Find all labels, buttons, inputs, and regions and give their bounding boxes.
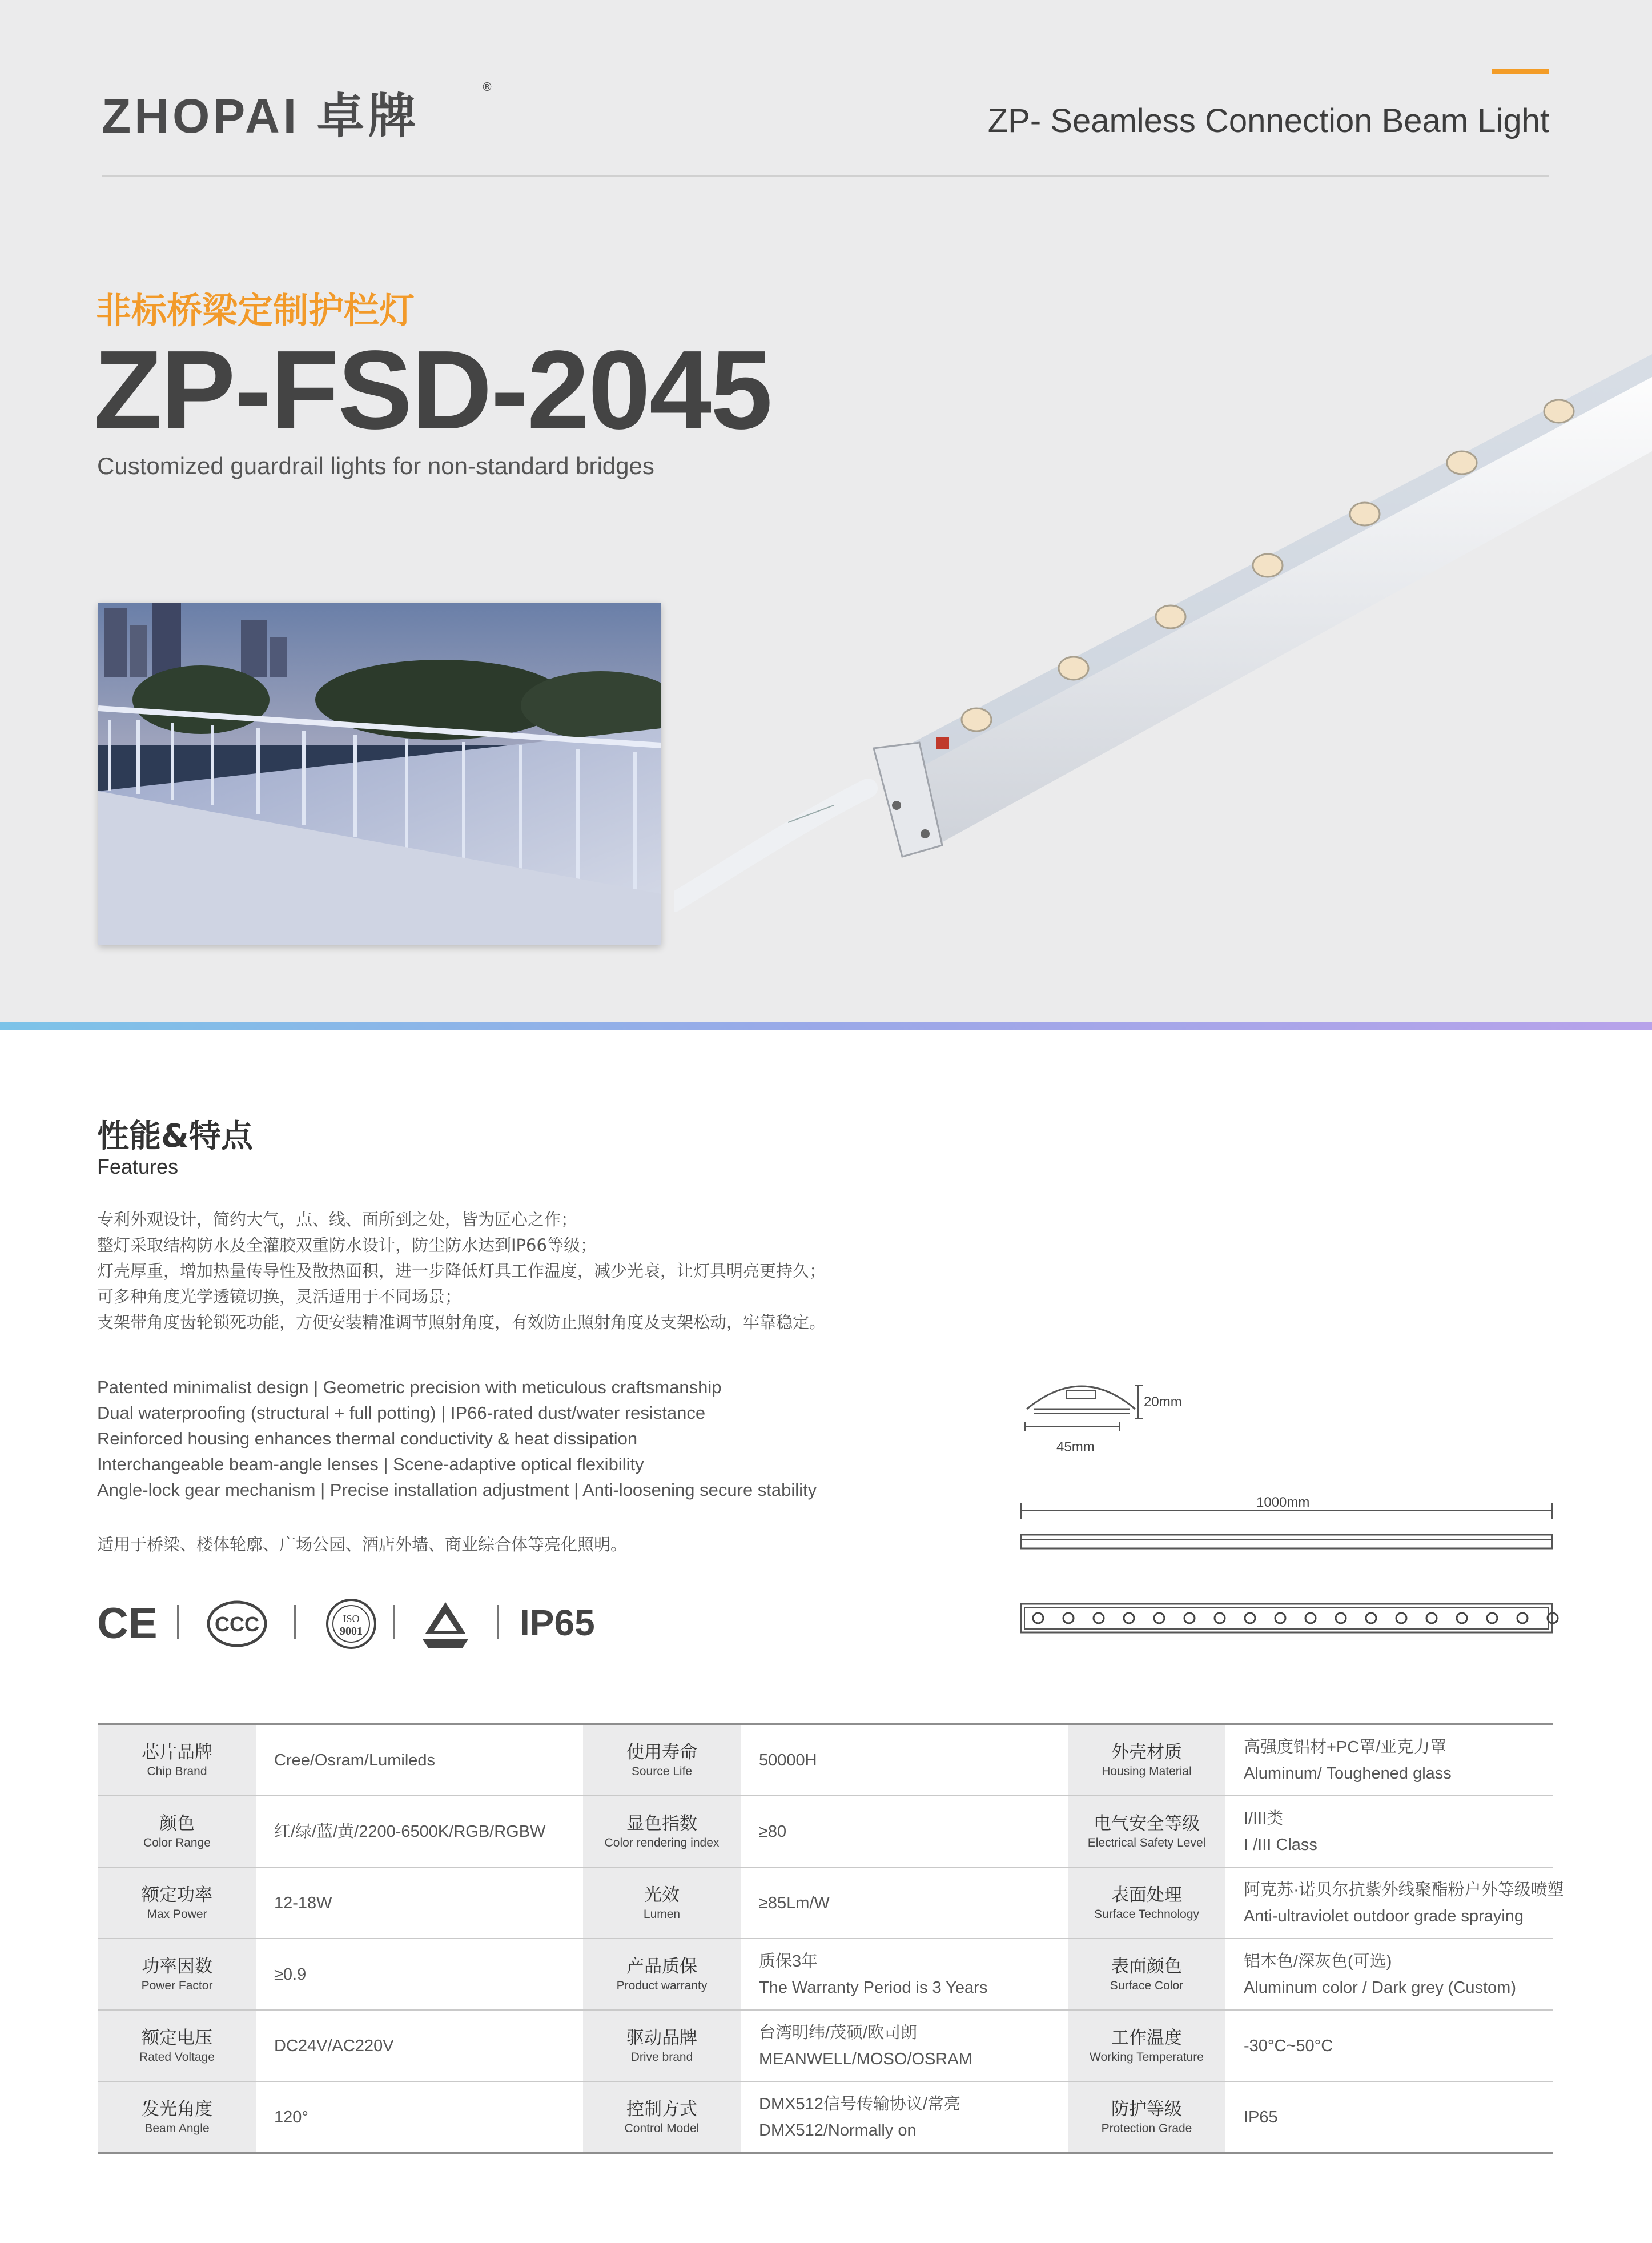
chinese-subtitle: 非标桥梁定制护栏灯 [96, 290, 415, 331]
top-view-drawing [1021, 1604, 1558, 1632]
spec-label-cn: 电气安全等级 [1094, 1813, 1200, 1834]
spec-value: DC24V/AC220V [274, 2036, 394, 2055]
spec-value-cell [1225, 2010, 1553, 2081]
spec-label-cn: 额定电压 [142, 2027, 212, 2048]
lens-dot [1336, 1613, 1346, 1623]
lens-dot [1366, 1613, 1376, 1623]
width-dimension: 45mm [1056, 1439, 1095, 1455]
spec-value-cell [1225, 1796, 1553, 1867]
spec-label-en: Electrical Safety Level [1087, 1836, 1206, 1849]
spec-label-en: Working Temperature [1090, 2050, 1204, 2064]
bridge-photo [98, 603, 661, 945]
spec-label-cell [1068, 1724, 1225, 1796]
product-image [674, 354, 1652, 982]
spec-value: 铝本色/深灰色(可选) [1244, 1952, 1392, 1971]
spec-label-cell [1068, 1796, 1225, 1867]
spec-value: Aluminum/ Toughened glass [1244, 1764, 1452, 1783]
spec-value: Anti-ultraviolet outdoor grade spraying [1244, 1907, 1524, 1925]
spec-value: ≥80 [759, 1822, 787, 1841]
spec-value-cell [741, 1724, 1068, 1796]
spec-label-en: Chip Brand [147, 1764, 207, 1778]
lens-dot [1063, 1613, 1074, 1623]
spec-value-cell [1225, 1867, 1564, 1939]
spec-label-en: Color rendering index [604, 1836, 720, 1849]
ccc-mark-icon [208, 1602, 266, 1646]
spec-value-cell [741, 2010, 1068, 2081]
spec-label-cell [98, 2081, 256, 2153]
spec-label-cn: 产品质保 [626, 1956, 697, 1977]
spec-value-cell [256, 1939, 583, 2010]
spec-label-en: Power Factor [141, 1979, 213, 1992]
spec-label-cn: 防护等级 [1111, 2098, 1182, 2120]
spec-value: MEANWELL/MOSO/OSRAM [759, 2049, 972, 2068]
cert-separator [294, 1605, 296, 1639]
spec-label-cell [1068, 2010, 1225, 2081]
cert-separator [177, 1605, 179, 1639]
spec-label-cell [98, 1796, 256, 1867]
header-divider [102, 175, 1549, 177]
spec-value-cell [256, 1724, 583, 1796]
model-number: ZP-FSD-2045 [94, 327, 772, 452]
ip65-label: IP65 [520, 1602, 595, 1643]
ce-text: CE [97, 1599, 158, 1648]
spec-label-cn: 使用寿命 [626, 1742, 697, 1763]
spec-value: DMX512信号传输协议/常亮 [759, 2094, 960, 2113]
lens-dot [1517, 1613, 1528, 1623]
certification-row [97, 1594, 611, 1656]
spec-value: 阿克苏·诺贝尔抗紫外线聚酯粉户外等级喷塑 [1244, 1880, 1564, 1899]
spec-label-cell [583, 1867, 741, 1939]
spec-value-cell [256, 1796, 583, 1867]
spec-row [98, 2081, 1553, 2153]
spec-label-en: Surface Color [1110, 1979, 1184, 1992]
spec-value-cell [1225, 2081, 1553, 2153]
spec-label-en: Product warranty [616, 1979, 708, 1992]
spec-label-cn: 额定功率 [142, 1884, 212, 1905]
feature-cn-line-3: 灯壳厚重，增加热量传导性及散热面积，进一步降低灯具工作温度，减少光衰，让灯具明亮更持久； [97, 1261, 826, 1281]
spec-label-en: Color Range [143, 1836, 211, 1849]
spec-label-en: Rated Voltage [139, 2050, 215, 2064]
lens-dot [1487, 1613, 1497, 1623]
spec-label-cn: 工作温度 [1111, 2027, 1182, 2048]
accent-bar [1492, 69, 1549, 74]
lens-dot [1094, 1613, 1104, 1623]
spec-label-cell [98, 1939, 256, 2010]
spec-value: -30°C~50°C [1244, 2036, 1333, 2055]
spec-value-cell [741, 1939, 1068, 2010]
spec-label-cell [98, 1867, 256, 1939]
spec-value: 12-18W [274, 1893, 332, 1912]
spec-label-cell [98, 2010, 256, 2081]
spec-label-cell [583, 1939, 741, 2010]
lens-dot [1426, 1613, 1437, 1623]
spec-label-en: Beam Angle [144, 2121, 210, 2135]
spec-row [98, 1939, 1553, 2010]
ce-mark-icon [97, 1599, 158, 1648]
spec-label-en: Lumen [643, 1907, 681, 1921]
spec-value: 质保3年 [759, 1952, 818, 1971]
spec-label-en: Surface Technology [1094, 1907, 1200, 1921]
spec-label-cell [1068, 1939, 1225, 2010]
spec-value: The Warranty Period is 3 Years [759, 1978, 988, 1997]
spec-label-cell [583, 1724, 741, 1796]
spec-value-cell [256, 2081, 583, 2153]
spec-value-cell [256, 1867, 583, 1939]
spec-label-en: Control Model [624, 2121, 700, 2135]
lens-dot [1457, 1613, 1467, 1623]
brand-logo: ZHOPAI 卓牌 [102, 89, 420, 143]
spec-value-cell [741, 2081, 1068, 2153]
spec-value: 50000H [759, 1751, 817, 1769]
spec-row [98, 1796, 1553, 1867]
spec-value: Cree/Osram/Lumileds [274, 1751, 436, 1769]
feature-en-line-5: Angle-lock gear mechanism | Precise installation adjustment | Anti-loosening secure stability [97, 1480, 817, 1500]
lens-dot [1154, 1613, 1164, 1623]
dimension-drawings [1016, 1374, 1565, 1642]
spec-value: 高强度铝材+PC罩/亚克力罩 [1244, 1738, 1447, 1756]
spec-label-en: Housing Material [1102, 1764, 1192, 1778]
spec-label-en: Drive brand [630, 2050, 693, 2064]
lens-dot [1305, 1613, 1316, 1623]
features-title-en: Features [97, 1155, 179, 1178]
spec-value: ≥85Lm/W [759, 1893, 830, 1912]
iso-label: ISO [343, 1613, 360, 1624]
spec-row [98, 1867, 1553, 1939]
side-view-drawing [1021, 1495, 1552, 1548]
registered-mark: ® [481, 80, 493, 94]
spec-value: 120° [274, 2108, 308, 2126]
height-dimension: 20mm [1144, 1394, 1182, 1410]
spec-label-cell [583, 2081, 741, 2153]
spec-row [98, 1724, 1553, 1796]
lens-dot [1033, 1613, 1043, 1623]
spec-value: I/III类 [1244, 1809, 1284, 1828]
spec-value: 红/绿/蓝/黄/2200-6500K/RGB/RGBW [274, 1822, 546, 1841]
spec-label-en: Protection Grade [1101, 2121, 1192, 2135]
spec-value: 台湾明纬/茂硕/欧司朗 [759, 2023, 918, 2042]
recycle-icon [423, 1602, 468, 1648]
feature-en-line-3: Reinforced housing enhances thermal conductivity & heat dissipation [97, 1429, 638, 1448]
spec-value-cell [1225, 1939, 1553, 2010]
lens-dot [1275, 1613, 1285, 1623]
spec-label-en: Max Power [147, 1907, 207, 1921]
lens-dot [1184, 1613, 1195, 1623]
application-text: 适用于桥梁、楼体轮廓、广场公园、酒店外墙、商业综合体等亮化照明。 [97, 1535, 628, 1554]
feature-cn-line-4: 可多种角度光学透镜切换，灵活适用于不同场景； [97, 1287, 462, 1306]
spec-label-cell [98, 1724, 256, 1796]
feature-cn-line-5: 支架带角度齿轮锁死功能，方便安装精准调节照射角度，有效防止照射角度及支架松动，牢靠稳定。 [97, 1313, 826, 1332]
spec-value: Aluminum color / Dark grey (Custom) [1244, 1978, 1516, 1997]
spec-label-cn: 表面处理 [1111, 1884, 1182, 1905]
iso-number: 9001 [340, 1625, 363, 1638]
cert-separator [497, 1605, 499, 1639]
length-dimension: 1000mm [1256, 1495, 1310, 1510]
spec-label-cn: 颜色 [159, 1813, 195, 1834]
spec-row [98, 2010, 1553, 2081]
lens-dot [1245, 1613, 1255, 1623]
lens-dot [1396, 1613, 1406, 1623]
features-title-cn: 性能&特点 [97, 1118, 253, 1155]
spec-value-cell [741, 1796, 1068, 1867]
lens-dot [1124, 1613, 1134, 1623]
ccc-text: CCC [215, 1612, 259, 1636]
spec-label-cn: 外壳材质 [1111, 1742, 1182, 1763]
feature-cn-line-1: 专利外观设计，简约大气，点、线、面所到之处，皆为匠心之作； [97, 1210, 578, 1229]
lens-dot [1215, 1613, 1225, 1623]
feature-en-line-1: Patented minimalist design | Geometric precision with meticulous craftsmanship [97, 1377, 722, 1397]
iso-9001-icon [327, 1600, 375, 1648]
spec-label-en: Source Life [631, 1764, 693, 1778]
spec-label-cn: 驱动品牌 [626, 2027, 697, 2048]
spec-label-cell [1068, 1867, 1225, 1939]
spec-value-cell [256, 2010, 583, 2081]
specification-table [98, 1723, 1564, 2154]
spec-label-cell [1068, 2081, 1225, 2153]
spec-label-cn: 控制方式 [626, 2098, 697, 2120]
spec-value: IP65 [1244, 2108, 1278, 2126]
spec-label-cn: 功率因数 [142, 1956, 212, 1977]
spec-value: ≥0.9 [274, 1965, 307, 1984]
spec-label-cn: 显色指数 [626, 1813, 697, 1834]
spec-label-cn: 光效 [644, 1884, 680, 1905]
spec-value-cell [741, 1867, 1068, 1939]
spec-label-cn: 发光角度 [142, 2098, 212, 2120]
spec-label-cn: 表面颜色 [1111, 1956, 1182, 1977]
feature-en-line-2: Dual waterproofing (structural + full potting) | IP66-rated dust/water resistance [97, 1403, 706, 1423]
spec-value: DMX512/Normally on [759, 2121, 917, 2140]
header-title: ZP- Seamless Connection Beam Light [987, 102, 1549, 139]
spec-value-cell [1225, 1724, 1553, 1796]
gradient-divider [0, 1022, 1652, 1030]
feature-en-line-4: Interchangeable beam-angle lenses | Scene-adaptive optical flexibility [97, 1454, 644, 1474]
spec-value: I /III Class [1244, 1835, 1317, 1854]
english-subtitle: Customized guardrail lights for non-standard bridges [97, 452, 654, 479]
spec-label-cell [583, 2010, 741, 2081]
spec-label-cell [583, 1796, 741, 1867]
cross-section-drawing [1025, 1385, 1182, 1455]
spec-label-cn: 芯片品牌 [142, 1742, 212, 1763]
feature-cn-line-2: 整灯采取结构防水及全灌胶双重防水设计，防尘防水达到IP66等级； [97, 1235, 597, 1255]
cert-separator [393, 1605, 395, 1639]
